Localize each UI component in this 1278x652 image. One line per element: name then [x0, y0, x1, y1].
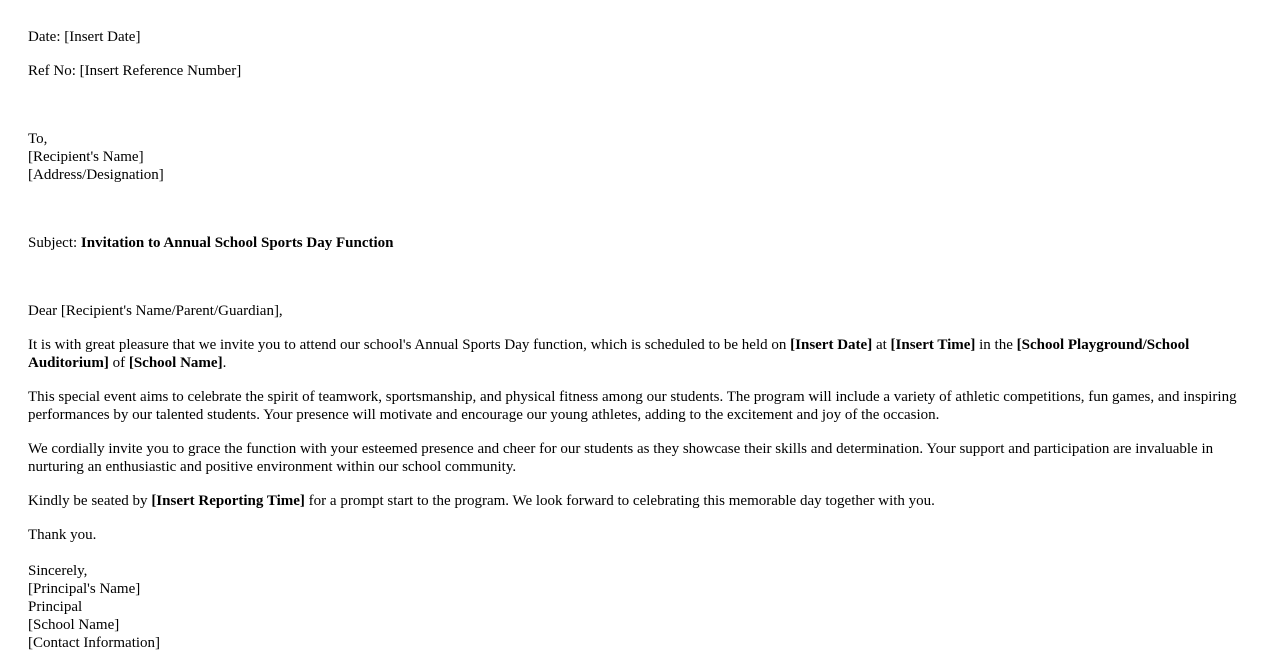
event-time: [Insert Time]: [890, 337, 976, 353]
principal-title: Principal: [28, 599, 83, 615]
reporting-time: [Insert Reporting Time]: [151, 493, 305, 509]
event-venue: [School Playground/School Auditorium]: [28, 337, 1190, 371]
signature-block: [28, 562, 1243, 652]
para4-text-1: Kindly be seated by: [28, 493, 152, 509]
school-name-inline: [School Name]: [128, 355, 223, 371]
paragraph-reporting-time: [28, 492, 1243, 510]
letter-document: [28, 28, 1243, 652]
date-line: Date: [Insert Date]: [28, 29, 141, 45]
event-date: [Insert Date]: [790, 337, 873, 353]
para1-text-4: of: [108, 355, 129, 371]
subject-text: Invitation to Annual School Sports Day Function: [80, 235, 394, 251]
principal-name: [Principal's Name]: [28, 581, 141, 597]
subject-line: [28, 234, 1243, 252]
para1-text-2: at: [872, 337, 891, 353]
contact-information: [Contact Information]: [28, 635, 161, 651]
para4-text-2: for a prompt start to the program. We look forward to celebrating this memorable day together with you.: [304, 493, 935, 509]
reference-number-line: Ref No: [Insert Reference Number]: [28, 63, 242, 79]
paragraph-invitation: [28, 336, 1243, 372]
paragraph-event-description: This special event aims to celebrate the spirit of teamwork, sportsmanship, and physical fitness among our students. The program will include a variety of athletic competitions, fun games, and inspiring performances by our talented students. Your presence will motivate and encourage our young athletes, adding to the excitement and joy of the occasion.: [28, 389, 1237, 423]
recipient-name: [Recipient's Name]: [28, 149, 144, 165]
school-name: [School Name]: [28, 617, 120, 633]
para1-text-3: in the: [975, 337, 1017, 353]
thank-you-line: Thank you.: [28, 527, 97, 543]
closing-sincerely: Sincerely,: [28, 563, 88, 579]
recipient-address: [Address/Designation]: [28, 167, 164, 183]
recipient-block: [28, 130, 1243, 184]
salutation: Dear [Recipient's Name/Parent/Guardian],: [28, 303, 283, 319]
paragraph-cordial-invite: We cordially invite you to grace the function with your esteemed presence and cheer for our students as they showcase their skills and determination. Your support and participation are invaluable in nurturing an enthusiastic and positive environment within our school community.: [28, 441, 1214, 475]
to-label: To,: [28, 131, 48, 147]
subject-prefix: Subject:: [28, 235, 81, 251]
para1-text-5: .: [222, 355, 227, 371]
para1-text-1: It is with great pleasure that we invite you to attend our school's Annual Sports Day function, which is scheduled to be held on: [28, 337, 791, 353]
